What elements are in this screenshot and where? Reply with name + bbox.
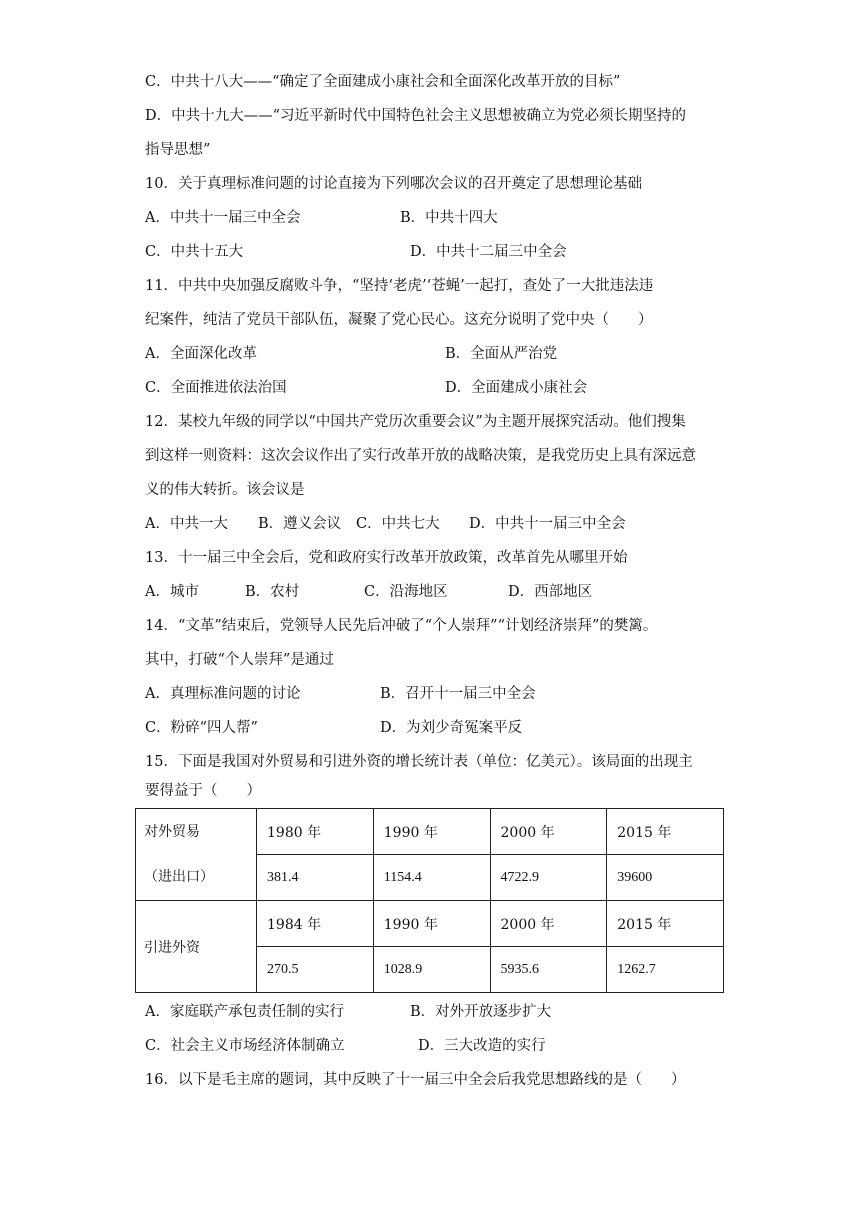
q13-option-c: C．沿海地区: [364, 584, 448, 600]
q15-option-d: D．三大改造的实行: [418, 1038, 546, 1054]
table-cell: 1028.9: [373, 947, 490, 993]
q15-stem: 15．下面是我国对外贸易和引进外资的增长统计表（单位：亿美元）。该局面的出现主: [145, 754, 693, 770]
table-cell: 270.5: [257, 947, 374, 993]
trade-investment-table: [135, 808, 724, 993]
q12-option-a: A．中共一大: [145, 516, 228, 532]
table-cell: 381.4: [257, 855, 374, 901]
table-cell: 2015 年: [607, 809, 724, 855]
q13-option-a: A．城市: [145, 584, 199, 600]
q10-option-c: C．中共十五大: [145, 244, 244, 260]
q14-stem-cont: 其中，打破“个人崇拜”是通过: [145, 652, 334, 668]
q15-option-c: C．社会主义市场经济体制确立: [145, 1038, 345, 1054]
table-cell: 5935.6: [490, 947, 607, 993]
q14-option-a: A．真理标准问题的讨论: [145, 686, 301, 702]
q11-option-d: D．全面建成小康社会: [445, 380, 588, 396]
q14-option-b: B．召开十一届三中全会: [380, 686, 536, 702]
q9-option-d: D．中共十九大——“习近平新时代中国特色社会主义思想被确立为党必须长期坚持的: [145, 108, 687, 124]
table-cell: 39600: [607, 855, 724, 901]
table-cell: 2015 年: [607, 901, 724, 947]
table-row: [136, 809, 724, 855]
q13-stem: 13．十一届三中全会后，党和政府实行改革开放政策，改革首先从哪里开始: [145, 550, 628, 566]
q12-stem-cont-1: 到这样一则资料：这次会议作出了实行改革开放的战略决策，是我党历史上具有深远意: [145, 448, 696, 464]
table-cell: 2000 年: [490, 809, 607, 855]
q10-stem: 10．关于真理标准问题的讨论直接为下列哪次会议的召开奠定了思想理论基础: [145, 176, 642, 192]
trade-row-header: [136, 809, 257, 901]
q13-option-d: D．西部地区: [508, 584, 593, 600]
q14-option-c: C．粉碎“四人帮”: [145, 720, 258, 736]
q9-option-c: C．中共十八大——“确定了全面建成小康社会和全面深化改革开放的目标”: [145, 74, 621, 90]
q14-option-d: D．为刘少奇冤案平反: [380, 720, 523, 736]
table-cell: 1154.4: [373, 855, 490, 901]
trade-sublabel: （进出口）: [144, 868, 214, 885]
table-cell: 1262.7: [607, 947, 724, 993]
q12-stem-cont-2: 义的伟大转折。该会议是: [145, 482, 305, 498]
q11-stem-cont: 纪案件，纯洁了党员干部队伍，凝聚了党心民心。这充分说明了党中央（ ）: [145, 312, 653, 328]
q12-option-d: D．中共十一届三中全会: [469, 516, 626, 532]
q14-stem: 14．“文革”结束后，党领导人民先后冲破了“个人崇拜”“计划经济崇拜”的樊篱。: [145, 618, 658, 634]
q12-stem: 12．某校九年级的同学以“中国共产党历次重要会议”为主题开展探究活动。他们搜集: [145, 414, 686, 430]
q10-option-d: D．中共十二届三中全会: [410, 244, 567, 260]
q11-stem: 11．中共中央加强反腐败斗争，“坚持‘老虎’‘苍蝇’一起打，查处了一大批违法违: [145, 278, 654, 294]
table-cell: 1990 年: [373, 901, 490, 947]
table-cell: 1990 年: [373, 809, 490, 855]
q15-option-a: A．家庭联产承包责任制的实行: [145, 1004, 344, 1020]
q15-option-b: B．对外开放逐步扩大: [410, 1004, 552, 1020]
invest-row-header: 引进外资: [136, 901, 257, 993]
trade-label: 对外贸易: [144, 823, 200, 840]
q15-stem-cont: 要得益于（ ）: [145, 783, 261, 799]
q16-stem: 16．以下是毛主席的题词，其中反映了十一届三中全会后我党思想路线的是（ ）: [145, 1072, 686, 1088]
q12-option-c: C．中共七大: [356, 516, 440, 532]
q9-option-d-cont: 指导思想”: [145, 142, 211, 158]
q13-option-b: B．农村: [245, 584, 300, 600]
q10-option-a: A．中共十一届三中全会: [145, 210, 301, 226]
table-cell: 4722.9: [490, 855, 607, 901]
table-cell: 2000 年: [490, 901, 607, 947]
table-cell: 1980 年: [257, 809, 374, 855]
q11-option-b: B．全面从严治党: [445, 346, 558, 362]
table-cell: 1984 年: [257, 901, 374, 947]
table-row: [136, 901, 724, 947]
q12-option-b: B．遵义会议: [258, 516, 342, 532]
q11-option-a: A．全面深化改革: [145, 346, 257, 362]
q11-option-c: C．全面推进依法治国: [145, 380, 287, 396]
q10-option-b: B．中共十四大: [400, 210, 498, 226]
